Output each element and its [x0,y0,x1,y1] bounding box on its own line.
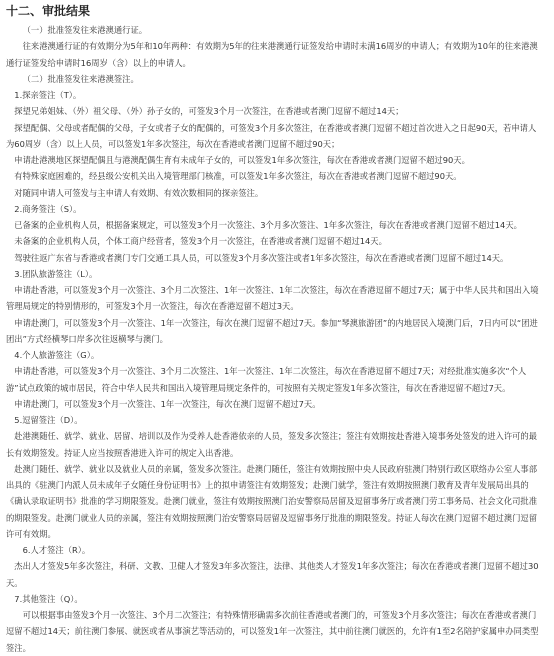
section-title: 十二、审批结果 [6,4,91,18]
paragraph-visit-spouse-with-children: 申请赴港澳地区探望配偶且与港澳配偶生育有未成年子女的，可以签发1年多次签注，每次在香港或者澳门逗留不超过90天。 [14,155,470,165]
paragraph-cross-border-drivers: 驾驶往返广东省与香港或者澳门专门交通工具人员，可以签发3个月多次签注或者1年多次签注，每次在香港或者澳门逗留不超过14天。 [14,252,509,263]
paragraph-unregistered-enterprise: 未备案的企业机构人员，个体工商户经营者，签发3个月一次签注，在香港或者澳门逗留不超过14天。 [14,236,387,247]
paragraph-accompanying-applicant: 对随同申请人可签发与主申请人有效期、有效次数相同的探亲签注。 [14,187,264,198]
paragraph-group-tour-hong-kong: 申请赴香港，可以签发3个月一次签注、3个月二次签注、1年一次签注、1年二次签注，每次在香港逗留不超过7天；属于中华人民共和国出入境管理局规定的特别情形的，可签发3个月一次签注，每次在香港逗留不超过3天。 [6,285,539,312]
paragraph-stay-hong-kong: 赴港澳随任、就学、就业、居留、培训以及作为受养人赴香港依亲的人员，签发多次签注；签注有效期按赴香港入境事务处签发的进入许可的最长有效期签发。持证人应当按照香港进入许可的规定入出香港。 [6,431,538,458]
paragraph-individual-tour-hong-kong: 申请赴香港，可以签发3个月一次签注、3个月二次签注、1年一次签注、1年二次签注，每次在香港逗留不超过7天；对经批准实施多次“个人游”试点政策的城市居民，符合中华人民共和国出入境管理局规定条件的，可按照有关规定签发1年多次签注，每次在香港逗留不超过7天。 [6,366,527,393]
paragraph-visit-spouse-parents: 探望配偶、父母或者配偶的父母，子女或者子女的配偶的，可签发3个月多次签注，在香港或者澳门逗留不超过首次进入之日起90天，若申请人为60周岁（含）以上人员，可以签发1年多次签注，每次在香港或者澳门逗留不超过90天； [6,122,537,149]
heading-individual-tour-endorsement: 4.个人旅游签注（G）。 [14,350,100,360]
paragraph-group-tour-macao: 申请赴澳门，可以签发3个月一次签注、1年一次签注，每次在澳门逗留不超过7天。参加“琴澳旅游团”的内地居民入境澳门后，7日内可以“团进团出”方式经横琴口岸多次往返横琴与澳门。 [6,317,538,344]
heading-other-endorsement: 7.其他签注（Q）。 [14,593,83,604]
paragraph-approve-endorsement: （二）批准签发往来港澳签注。 [22,73,139,84]
paragraph-permit-validity: 往来港澳通行证的有效期分为5年和10年两种：有效期为5年的往来港澳通行证签发给申请时未满16周岁的申请人；有效期为10年的往来港澳通行证签发给申请时16周岁（含）以上的申请人。 [6,41,538,68]
heading-business-endorsement: 2.商务签注（S）。 [14,203,82,214]
paragraph-registered-enterprise: 已备案的企业机构人员，根据备案规定，可以签发3个月一次签注、3个月多次签注、1年多次签注，每次在香港或者澳门逗留不超过14天。 [14,220,522,230]
heading-talent-endorsement: 6.人才签注（R）。 [22,545,91,555]
paragraph-other-endorsement: 可以根据事由签发3个月一次签注、3个月二次签注；有特殊情形确需多次前往香港或者澳门的，可签发3个月多次签注；每次在香港或者澳门逗留不超过14天；前往澳门参展、就医或者从事演艺等活动的，可以签发1年一次签注，其中前往澳门就医的，允许有1至2名陪护家属申办同类型签注。 [6,610,539,653]
paragraph-special-family-hardship: 有特殊家庭困难的，经县级公安机关出入境管理部门核准，可以签发1年多次签注，每次在香港或者澳门逗留不超过90天。 [14,171,462,182]
paragraph-visit-relatives: 探望兄弟姐妹、（外）祖父母、（外）孙子女的，可签发3个月一次签注，在香港或者澳门逗留不超过14天； [14,106,404,117]
heading-family-visit-endorsement: 1.探亲签注（T）。 [14,90,82,100]
paragraph-stay-macao: 赴澳门随任、就学、就业以及就业人员的亲属，签发多次签注。赴澳门随任，签注有效期按照中央人民政府驻澳门特别行政区联络办公室人事部出具的《驻澳门内派人员未成年子女随任身份证明书》上的拟申请签注有效期签发；赴澳门就学，签注有效期按照澳门教育及青年发展局出具的《确认录取证明书》批准的学习期限签发。赴澳门就业，签注有效期按照澳门治安警察局居留及逗留事务厅或者澳门劳工事务局、社会文化司批准的期限签发。赴澳门就业人员的亲属，签注有效期按照澳门治安警察局居留及逗留事务厅批准的期限签发。持证人每次在澳门逗留不超过澳门逗留许可有效期。 [6,463,538,539]
paragraph-approve-permit: （一）批准签发往来港澳通行证。 [22,25,148,35]
paragraph-talent-endorsement: 杰出人才签发5年多次签注，科研、文教、卫健人才签发3年多次签注，法律、其他类人才签发1年多次签注；每次在香港或者澳门逗留不超过30天。 [6,561,539,588]
paragraph-individual-tour-macao: 申请赴澳门，可以签发3个月一次签注、1年一次签注，每次在澳门逗留不超过7天。 [14,398,321,409]
heading-stay-endorsement: 5.逗留签注（D）。 [14,415,83,425]
heading-group-tour-endorsement: 3.团队旅游签注（L）。 [14,268,98,279]
